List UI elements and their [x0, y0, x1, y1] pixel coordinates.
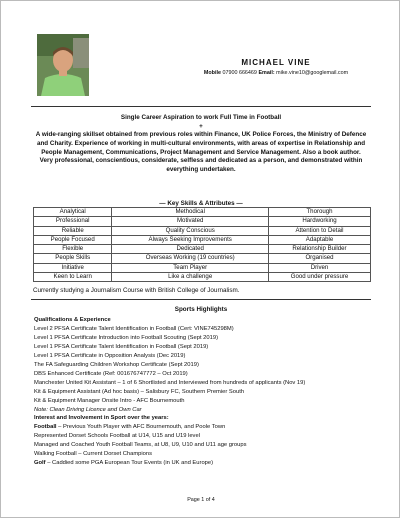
skills-row [34, 254, 371, 263]
skill-cell: Team Player [112, 263, 269, 272]
qualification-item: The FA Safeguarding Children Workshop Certificate (Sept 2019) [34, 361, 199, 368]
golf-label: Golf [34, 460, 46, 467]
skills-row [34, 217, 371, 226]
qualification-item: Kit & Equipment Assistant (Ad hoc basis) – Salisbury FC, Southern Premier South [34, 388, 245, 395]
skills-row [34, 263, 371, 272]
skill-cell: Adaptable [269, 235, 371, 244]
football-item: Walking Football – Current Dorset Champions [34, 451, 153, 458]
key-skills-table [33, 207, 371, 282]
profile-summary [33, 114, 369, 175]
football-label: Football [34, 424, 57, 431]
skill-cell: People Focused [34, 235, 112, 244]
skill-cell: Attention to Detail [269, 226, 371, 235]
skill-cell: Driven [269, 263, 371, 272]
skill-cell: Flexible [34, 245, 112, 254]
qualification-item: DBS Enhanced Certificate (Ref: 001676747772 – Oct 2019) [34, 370, 188, 377]
golf-text: – Caddied some PGA European Tour Events (in UK and Europe) [45, 460, 214, 467]
skills-row [34, 245, 371, 254]
golf-line [34, 459, 305, 468]
skill-cell: Dedicated [112, 245, 269, 254]
skill-cell: Relationship Builder [269, 245, 371, 254]
sports-highlights-list [34, 316, 305, 468]
skill-cell: Motivated [112, 217, 269, 226]
skills-row [34, 273, 371, 282]
football-text: – Previous Youth Player with AFC Bournemouth, and Poole Town [56, 424, 226, 431]
qualification-item: Level 2 PFSA Certificate Talent Identification in Football (Cert: VINE745298M) [34, 325, 234, 332]
sports-highlights-heading: Sports Highlights [174, 306, 228, 313]
driving-licence-note: Note: Clean Driving Licence and Own Car [34, 406, 142, 413]
personal-qualities: Very professional, conscientious, considerate, selfless and dedicated as a person, and demonstrated within everything undertaken. [39, 157, 363, 174]
qualification-item: Kit & Equipment Manager Onsite Intro - AFC Bournemouth [34, 397, 185, 404]
skill-cell: Thorough [269, 208, 371, 217]
skill-cell: Keen to Learn [34, 273, 112, 282]
journalism-course-note: Currently studying a Journalism Course with British College of Journalism. [33, 287, 240, 294]
skill-cell: Overseas Working (19 countries) [112, 254, 269, 263]
skill-cell: Analytical [34, 208, 112, 217]
qualification-item: Level 1 PFSA Certificate Talent Identification in Football (Sept 2019) [34, 343, 209, 350]
skill-cell: Methodical [112, 208, 269, 217]
header-divider [31, 106, 371, 107]
candidate-name: MICHAEL VINE [241, 58, 311, 67]
skillset-paragraph: A wide-ranging skillset obtained from previous roles within Finance, UK Police Forces, the Ministry of Defence and Charity. Experience of working in multi-cultural environments, with areas of expertise in Relationship and People Management, Communications, Project Management and Service Management. Also a book author. [35, 131, 367, 156]
key-skills-heading: — Key Skills & Attributes — [159, 200, 243, 207]
skill-cell: Organised [269, 254, 371, 263]
skill-cell: Professional [34, 217, 112, 226]
email-address: mike.vine10@googlemail.com [276, 70, 349, 76]
football-item: Represented Dorset Schools Football at U14, U15 and U19 level [34, 433, 200, 440]
section-divider [31, 299, 371, 300]
email-label: Email: [258, 70, 275, 76]
skill-cell: Hardworking [269, 217, 371, 226]
qualification-item: Level 1 PFSA Certificate Introduction into Football Scouting (Sept 2019) [34, 334, 218, 341]
career-aspiration: Single Career Aspiration to work Full Time in Football [120, 114, 282, 121]
qualifications-heading: Qualifications & Experience [34, 317, 111, 323]
skills-row [34, 208, 371, 217]
qualification-item: Manchester United Kit Assistant – 1 of 6 Shortlisted and Interviewed from hundreds of applicants (Nov 19) [34, 379, 306, 386]
skill-cell: Reliable [34, 226, 112, 235]
page-number: Page 1 of 4 [187, 497, 215, 503]
contact-details [1, 70, 400, 76]
skills-row [34, 226, 371, 235]
mobile-number: 07900 666469 [222, 70, 257, 76]
skill-cell: Quality Conscious [112, 226, 269, 235]
plus-separator: + [199, 122, 203, 130]
skills-row [34, 235, 371, 244]
football-item: Managed and Coached Youth Football Teams, at U8, U9, U10 and U11 age groups [34, 442, 247, 449]
skill-cell: Good under pressure [269, 273, 371, 282]
skill-cell: Like a challenge [112, 273, 269, 282]
skill-cell: People Skills [34, 254, 112, 263]
qualification-item: Level 1 PFSA Certificate in Opposition Analysis (Dec 2019) [34, 352, 186, 359]
mobile-label: Mobile [203, 70, 221, 76]
skill-cell: Always Seeking Improvements [112, 235, 269, 244]
football-line [34, 423, 305, 432]
skill-cell: Initiative [34, 263, 112, 272]
interest-heading: Interest and Involvement in Sport over the years: [34, 415, 169, 422]
